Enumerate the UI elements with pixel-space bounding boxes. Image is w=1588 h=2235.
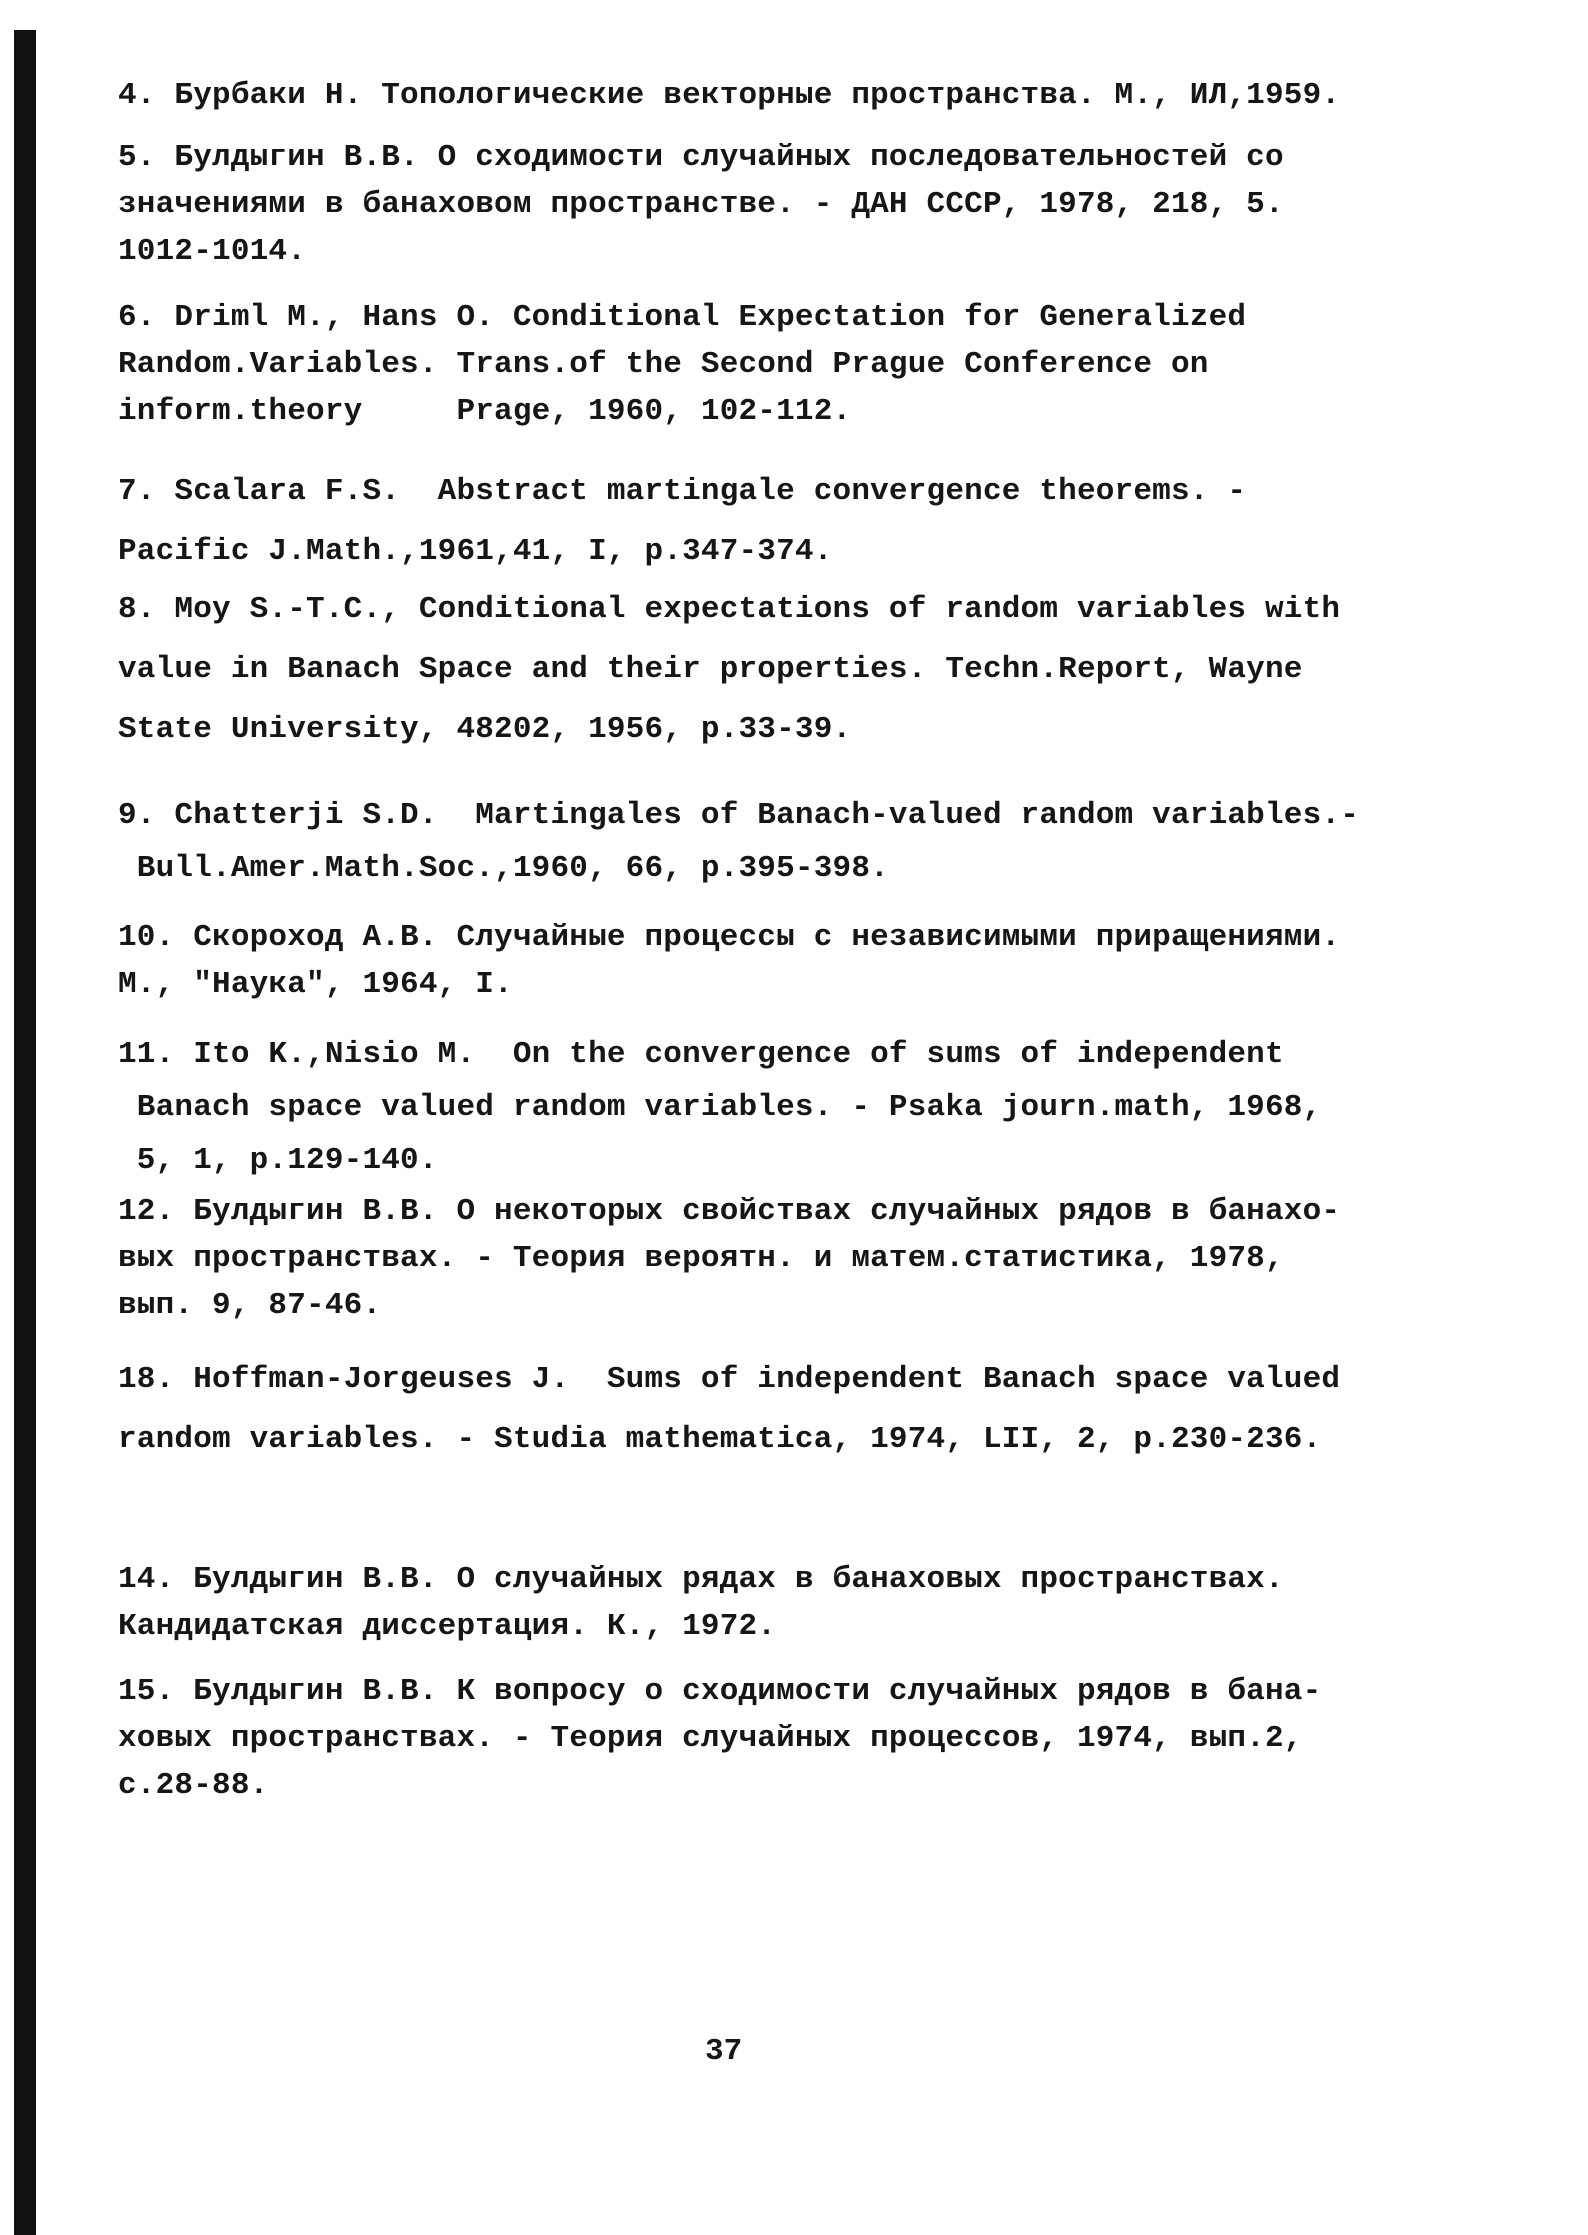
reference-6: 6. Driml M., Hans O. Conditional Expectation for Generalized Random.Variables. Trans.of the Second Prague Conference on inform.theory Prage, 1960, 102-112. (118, 300, 1247, 429)
reference-8: 8. Moy S.-T.C., Conditional expectations of random variables with value in Banach Space and their properties. Techn.Report, Wayne State University, 48202, 1956, p.33-39. (118, 592, 1341, 747)
reference-15: 15. Булдыгин В.В. К вопросу о сходимости случайных рядов в бана- ховых пространствах. - Теория случайных процессов, 1974, вып.2, с.28-88. (118, 1674, 1322, 1803)
reference-7: 7. Scalara F.S. Abstract martingale convergence theorems. - Pacific J.Math.,1961,41, I, p.347-374. (118, 474, 1247, 569)
reference-5: 5. Булдыгин В.В. О сходимости случайных последовательностей со значениями в банаховом пространстве. - ДАН СССР, 1978, 218, 5. 1012-1014. (118, 140, 1284, 269)
reference-4: 4. Бурбаки Н. Топологические векторные пространства. М., ИЛ,1959. (118, 78, 1341, 113)
reference-14: 14. Булдыгин В.В. О случайных рядах в банаховых пространствах. Кандидатская диссертация. К., 1972. (118, 1562, 1284, 1644)
page-number: 37 (705, 2034, 743, 2069)
reference-12: 12. Булдыгин В.В. О некоторых свойствах случайных рядов в банахо- вых пространствах. - Теория вероятн. и матем.статистика, 1978, вып. 9, 87-46. (118, 1194, 1341, 1323)
reference-11: 11. Ito K.,Nisio M. On the convergence of sums of independent Banach space valued random variables. - Psaka journ.math, 1968, 5, 1, p.129-140. (118, 1037, 1322, 1178)
reference-10: 10. Скороход А.В. Случайные процессы с независимыми приращениями. М., "Наука", 1964, I. (118, 920, 1341, 1002)
binding-edge (14, 30, 36, 2235)
reference-13: 18. Hoffman-Jorgeuses J. Sums of independent Banach space valued random variables. - Studia mathematica, 1974, LII, 2, p.230-236. (118, 1362, 1341, 1457)
reference-9: 9. Chatterji S.D. Martingales of Banach-valued random variables.- Bull.Amer.Math.Soc.,1960, 66, p.395-398. (118, 798, 1359, 886)
